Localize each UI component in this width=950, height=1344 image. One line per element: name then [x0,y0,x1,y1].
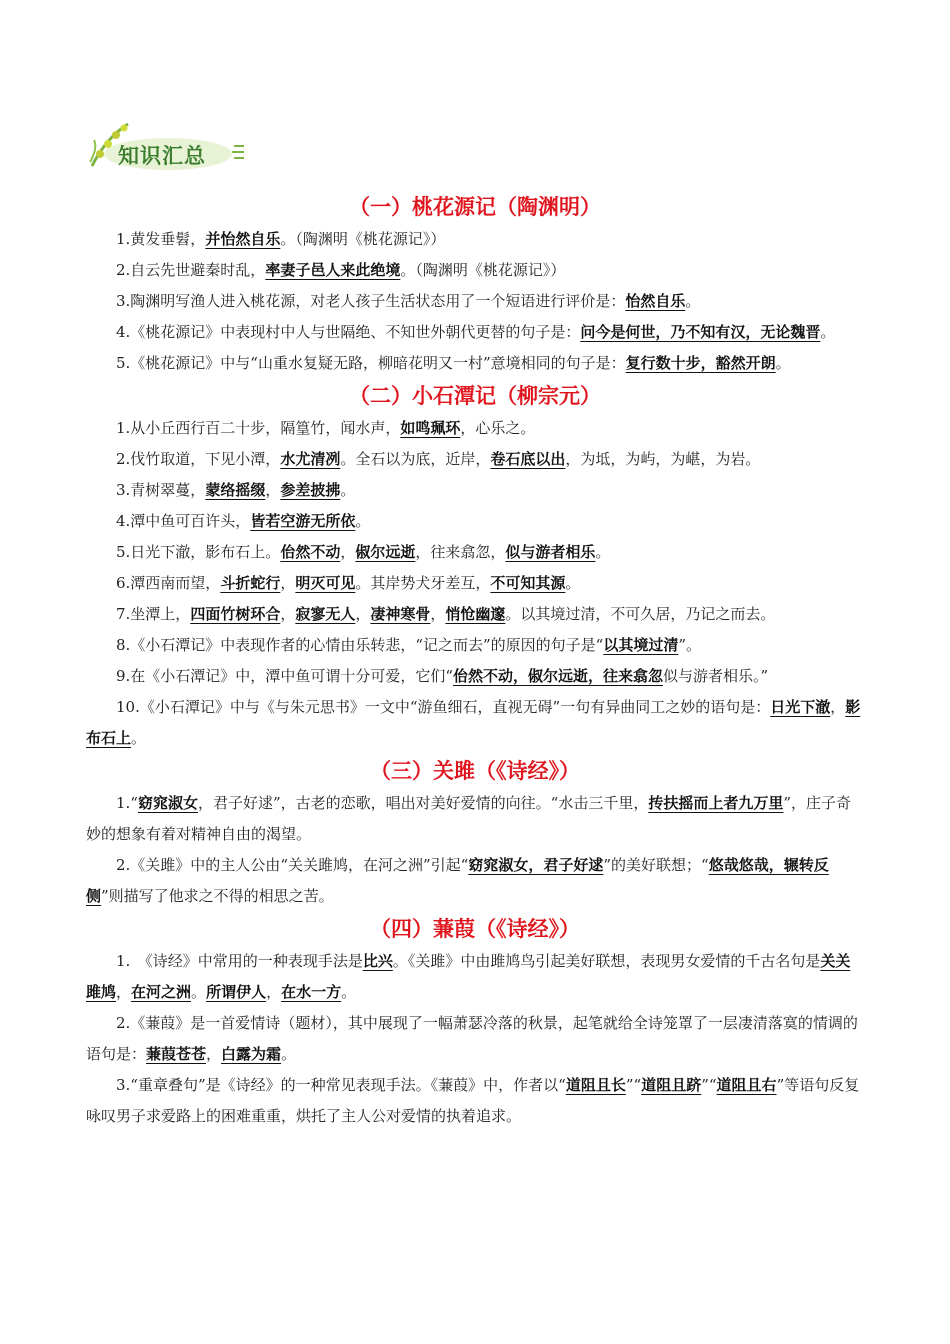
item-text: ， [116,983,132,1001]
item-text: ， [266,983,282,1001]
answer-text: 比兴 [362,952,393,970]
item-text: 。《关雎》中由雎鸠鸟引起美好联想，表现男女爱情的千古名句是 [392,952,821,970]
answer-text: 佁然不动 [280,543,341,561]
item-text: 1. 《诗经》中常用的一种表现手法是 [116,952,363,970]
item-text: 。全石以为底，近岸， [340,450,491,468]
item-text: 9.在《小石潭记》中，潭中鱼可谓十分可爱，它们“ [116,667,453,685]
list-item [86,630,864,661]
answer-text: 窈窕淑女 [137,794,198,812]
item-text: ， [830,698,846,716]
answer-text: 影布石上 [86,698,861,747]
answer-text: 问今是何世，乃不知有汉，无论魏晋 [580,323,821,341]
answer-text: 似与游者相乐 [505,543,596,561]
answer-text: 怡然自乐 [625,292,686,310]
answer-text: 白露为霜 [221,1045,282,1063]
list-item [86,568,864,599]
item-text: 5.《桃花源记》中与“山重水复疑无路，柳暗花明又一村”意境相同的句子是： [116,354,626,372]
item-text: 1.从小丘西行百二十步，隔篁竹，闻水声， [116,419,401,437]
list-item [86,850,864,912]
answer-text: 关关雎鸠 [86,952,851,1001]
answer-text: 所谓伊人 [206,983,267,1001]
item-text: 。其岸势犬牙差互， [355,574,491,592]
list-item [86,255,864,286]
item-text: ”“ [625,1076,642,1094]
answer-text: 蒹葭苍苍 [146,1045,207,1063]
answer-text: 悄怆幽邃 [445,605,506,623]
item-text: 1.“ [116,794,138,812]
item-text: ”等语句反复咏叹男子求爱路上的困难重重，烘托了主人公对爱情的执着追求。 [86,1076,860,1125]
list-item [86,475,864,506]
item-text: ”则描写了他求之不得的相思之苦。 [101,887,334,905]
item-text: 6.潭西南而望， [116,574,221,592]
list-item [86,537,864,568]
item-text: 。 [595,543,611,561]
item-text: 。（陶渊明《桃花源记》） [280,230,446,248]
answer-text: 道阻且长 [565,1076,626,1094]
item-text: ，君子好逑”，古老的恋歌，唱出对美好爱情的向往。“水击三千里， [198,794,649,812]
list-item [86,444,864,475]
item-text: 。（陶渊明《桃花源记》） [400,261,566,279]
item-text: 。 [775,354,791,372]
answer-text: 抟扶摇而上者九万里 [648,794,784,812]
item-text: ， [280,574,296,592]
answer-text: 明灭可见 [295,574,356,592]
answer-text: 水尤清冽 [280,450,341,468]
item-text: 2.自云先世避秦时乱， [116,261,266,279]
item-text: 5.日光下澈，影布石上。 [116,543,281,561]
item-text: ， [265,481,281,499]
item-text: 2.《关雎》中的主人公由“关关雎鸠，在河之洲”引起“ [116,856,469,874]
item-text: 。以其境过清，不可久居，乃记之而去。 [505,605,776,623]
item-text: 。 [131,729,147,747]
answer-text: 寂寥无人 [295,605,356,623]
list-item [86,286,864,317]
content-body [86,190,864,1132]
item-text: ， [355,605,371,623]
item-text: 7.坐潭上， [116,605,191,623]
answer-text: 道阻且跻 [641,1076,702,1094]
list-item [86,506,864,537]
item-text: 。 [820,323,836,341]
answer-text: 率妻子邑人来此绝境 [265,261,401,279]
section-title: （三）关雎（《诗经》） [370,759,580,783]
item-text: 。 [355,512,371,530]
answer-text: 斗折蛇行 [220,574,281,592]
item-text: ， [280,605,296,623]
item-text: 。 [685,292,701,310]
item-text: 4.《桃花源记》中表现村中人与世隔绝、不知世外朝代更替的句子是： [116,323,581,341]
item-text: 。 [341,983,357,1001]
list-item [86,224,864,255]
answer-text: 复行数十步，豁然开朗 [625,354,776,372]
item-text: 3.青树翠蔓， [116,481,206,499]
answer-text: 参差披拂 [280,481,341,499]
item-text: ，心乐之。 [460,419,536,437]
list-item [86,692,864,754]
section-title: （一）桃花源记（陶渊明） [349,195,601,219]
answer-text: 在河之洲 [131,983,192,1001]
answer-text: 卷石底以出 [490,450,566,468]
item-text: 。 [191,983,207,1001]
section-title: （二）小石潭记（柳宗元） [349,384,601,408]
list-item [86,348,864,379]
item-text: 4.潭中鱼可百许头， [116,512,251,530]
list-item [86,1070,864,1132]
list-item [86,599,864,630]
answer-text: 悠哉悠哉，辗转反侧 [86,856,829,905]
answer-text: 俶尔远逝 [355,543,416,561]
section-title: （四）蒹葭（《诗经》） [370,917,580,941]
answer-text: 四面竹树环合 [190,605,281,623]
item-text: 2.伐竹取道，下见小潭， [116,450,281,468]
answer-text: 佁然不动，俶尔远逝，往来翕忽 [452,667,663,685]
item-text: 1.黄发垂髫， [116,230,206,248]
item-text: ，为坻，为屿，为嵁，为岩。 [565,450,761,468]
item-text: ，往来翕忽， [415,543,506,561]
item-text: ”的美好联想；“ [603,856,709,874]
list-item [86,317,864,348]
item-text: 。 [281,1045,297,1063]
list-item [86,661,864,692]
answer-text: 如鸣珮环 [400,419,461,437]
item-text: 10.《小石潭记》中与《与朱元思书》一文中“游鱼细石，直视无碍”一句有异曲同工之妙的语句是： [116,698,771,716]
answer-text: 蒙络摇缀 [205,481,266,499]
list-item [86,1008,864,1070]
list-item [86,788,864,850]
list-item [86,413,864,444]
answer-text: 并怡然自乐 [205,230,281,248]
answer-text: 道阻且右 [716,1076,777,1094]
item-text: 。 [565,574,581,592]
answer-text: 在水一方 [281,983,342,1001]
item-text: 3.“重章叠句”是《诗经》的一种常见表现手法。《蒹葭》中，作者以“ [116,1076,566,1094]
item-text: 。 [340,481,356,499]
item-text: ”，庄子奇妙的想象有着对精神自由的渴望。 [86,794,852,843]
answer-text: 皆若空游无所依 [250,512,356,530]
item-text: 3.陶渊明写渔人进入桃花源，对老人孩子生活状态用了一个短语进行评价是： [116,292,626,310]
item-text: ， [430,605,446,623]
item-text: 2.《蒹葭》是一首爱情诗（题材），其中展现了一幅萧瑟冷落的秋景，起笔就给全诗笼罩了一层凄清落寞的情调的语句是： [86,1014,858,1063]
item-text: 8.《小石潭记》中表现作者的心情由乐转悲，“记之而去”的原因的句子是“ [116,636,604,654]
item-text: ， [340,543,356,561]
answer-text: 日光下澈 [770,698,831,716]
list-item [86,946,864,1008]
badge-label: 知识汇总 [118,144,206,168]
answer-text: 以其境过清 [603,636,679,654]
item-text: ”。 [678,636,702,654]
answer-text: 凄神寒骨 [370,605,431,623]
item-text: 似与游者相乐。” [663,667,769,685]
item-text: ”“ [701,1076,717,1094]
answer-text: 窈窕淑女，君子好逑 [468,856,604,874]
item-text: ， [206,1045,222,1063]
answer-text: 不可知其源 [490,574,566,592]
